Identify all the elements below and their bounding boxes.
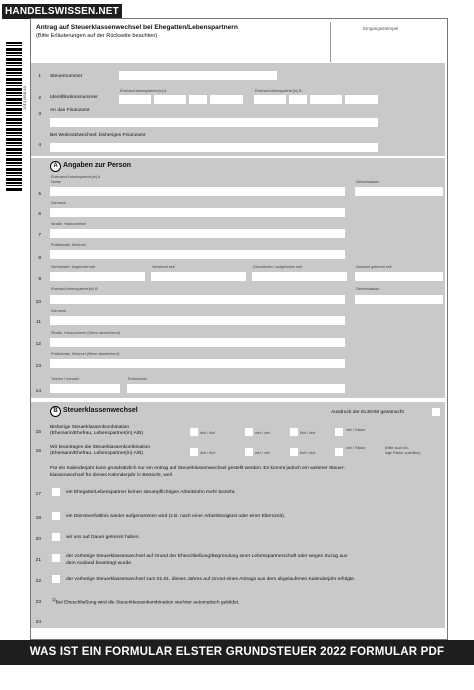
bisherige-label: Bisherige Steuerklassenkombination — [50, 425, 130, 430]
rufnummer-field[interactable] — [127, 384, 345, 393]
steuernummer-field[interactable] — [119, 71, 277, 80]
verheiratet-field[interactable] — [50, 272, 145, 281]
steuernummer-label: Steuernummer — [50, 74, 83, 79]
vorname-b-label: Vorname — [51, 309, 66, 313]
info-line-1: Für ein Kalenderjahr kann grundsätzlich nur ein Antrag auf Steuerklassenwechsel gestellt werden. Es kommt jedoch ein weiterer Steuer- — [50, 466, 345, 471]
ort-label: Postleitzahl, Wohnort — [51, 243, 86, 247]
name-b-field[interactable] — [50, 295, 345, 304]
gewuenschte-drei-fuenf-label: drei / fünf — [200, 451, 216, 455]
form-subtitle: (Bitte Erläuterungen auf der Rückseite beachten) — [36, 33, 158, 39]
bisherige-drei-fuenf-checkbox[interactable] — [190, 428, 198, 436]
id-b-field-2[interactable] — [289, 95, 307, 104]
bisherige-fuenf-drei-label: fünf / drei — [300, 431, 316, 435]
ausdruck-checkbox[interactable] — [432, 408, 440, 416]
line-number: 5 — [38, 192, 41, 197]
gewuenschte-vier-vier-label: vier / vier — [255, 451, 270, 455]
geburtsdatum-b-field[interactable] — [355, 295, 443, 304]
line-number: 3 — [38, 112, 41, 117]
reason-22-label: der vorherige Steuerklassenwechsel zum 01.01. dieses Jahres auf Grund eines Antrags aus dem abgelaufenen Kalenderjahr erfolgte. — [66, 577, 356, 582]
strasse-b-label: Straße, Hausnummer (Wenn abweichend) — [51, 331, 120, 335]
vorname-a-field[interactable] — [50, 208, 345, 217]
info-line-2: klassenwechsel für dieses Kalenderjahr in Betracht, weil — [50, 473, 172, 478]
line-number: 6 — [38, 212, 41, 217]
name-a-field[interactable] — [50, 187, 345, 196]
gewuenschte-drei-fuenf-checkbox[interactable] — [190, 448, 198, 456]
geschieden-field[interactable] — [252, 272, 347, 281]
gewuenschte-fuenf-drei-checkbox[interactable] — [290, 448, 298, 456]
geschieden-label: Geschieden / aufgehoben seit — [253, 265, 302, 269]
id-b-field-4[interactable] — [345, 95, 378, 104]
bisherige-vier-faktor-checkbox[interactable] — [335, 428, 343, 436]
person-b-label: Ehefrau/Lebenspartner(in) B — [51, 287, 98, 291]
id-a-label: Ehefrau/Lebenspartner(in) A — [120, 89, 167, 93]
gewuenschte-vier-vier-checkbox[interactable] — [245, 448, 253, 456]
reason-18-checkbox[interactable] — [52, 512, 60, 520]
line-number: 13 — [35, 364, 41, 369]
gewuenschte-vier-faktor-label: vier / Faktor — [346, 446, 366, 450]
bisherige-vier-vier-label: vier / vier — [255, 431, 270, 435]
id-label: Identifikationsnummer — [50, 95, 98, 100]
finanzamt-field[interactable] — [50, 118, 378, 127]
geburtsdatum-b-label: Geburtsdatum — [356, 287, 380, 291]
line-number: 11 — [36, 320, 41, 325]
footnote: $^{1)}$Bei Eheschließung wird die Steuerklassenkombination vier/vier automatisch gebildet. — [52, 597, 240, 606]
section-b-header — [50, 406, 138, 417]
line-number: 21 — [35, 558, 41, 563]
line-number: 8 — [38, 256, 41, 261]
bisherige-vier-vier-checkbox[interactable] — [245, 428, 253, 436]
dauernd-label: Dauernd getrennt seit — [356, 265, 392, 269]
ausdruck-label: Ausdruck der ELStAM gewünscht — [331, 410, 404, 415]
wohnsitz-field[interactable] — [50, 143, 378, 152]
ort-b-label: Postleitzahl, Wohnort (Wenn abweichend) — [51, 352, 120, 356]
line-number: 14 — [35, 389, 41, 394]
verwitwet-field[interactable] — [151, 272, 246, 281]
id-a-field-4[interactable] — [210, 95, 243, 104]
line-number: 4 — [38, 143, 41, 148]
form-side-code: 2013 BSB A3 — [22, 86, 27, 110]
wohnsitz-label: Bei Wohnsitzwechsel: bisheriges Finanzamt — [50, 133, 146, 138]
section-b-letter: B — [50, 406, 61, 417]
anlage-hint-2: lage Faktor ausfüllen) — [385, 451, 421, 455]
gewuenschte-vier-faktor-checkbox[interactable] — [335, 448, 343, 456]
line-number: 23 — [35, 600, 41, 605]
footnote-text: Bei Eheschließung wird die Steuerklassenkombination vier/vier automatisch gebildet. — [55, 600, 240, 606]
reason-18-label: ein Dienstverhältnis wieder aufgenommen wird (z.B. nach einer Arbeitslosigkeit oder einer Elternzeit). — [66, 514, 286, 519]
vorname-label: Vorname — [51, 201, 66, 205]
barcode — [6, 42, 22, 192]
dauernd-field[interactable] — [355, 272, 443, 281]
id-a-field-2[interactable] — [154, 95, 186, 104]
form-title: Antrag auf Steuerklassenwechsel bei Ehegatten/Lebenspartnern — [36, 24, 238, 31]
bisherige-sub-label: (Ehemann/Ehefrau, Lebenspartner(in) A/B) — [50, 431, 143, 436]
bisherige-fuenf-drei-checkbox[interactable] — [290, 428, 298, 436]
geburtsdatum-label: Geburtsdatum — [356, 180, 380, 184]
section-a-header — [50, 161, 131, 172]
telefon-label: Telefon / Vorwahl — [51, 377, 80, 381]
name-label: Name — [51, 180, 61, 184]
id-b-label: Ehefrau/Lebenspartner(in) B — [255, 89, 302, 93]
ort-b-field[interactable] — [50, 359, 345, 368]
line-number: 18 — [35, 516, 41, 521]
anlage-hint-1: (Bitte auch An- — [385, 446, 410, 450]
id-a-field-1[interactable] — [119, 95, 151, 104]
verheiratet-label: Verheiratet / begründet seit — [51, 265, 96, 269]
id-b-field-1[interactable] — [254, 95, 286, 104]
section-a-title: Angaben zur Person — [63, 162, 132, 169]
line-number: 12 — [35, 342, 41, 347]
reason-21-checkbox[interactable] — [52, 554, 60, 562]
caption-banner: WAS IST EIN FORMULAR ELSTER GRUNDSTEUER 2022 FORMULAR PDF DOWNLOAD — [0, 640, 474, 665]
reason-20-label: wir uns auf Dauer getrennt haben. — [66, 535, 140, 540]
stamp-box — [330, 22, 445, 62]
section-a-letter: A — [50, 161, 61, 172]
line-number: 1 — [38, 74, 41, 79]
reason-16-label: ein Ehegatte/Lebenspartner keinen steuerpflichtigen Arbeitslohn mehr bezieht. — [66, 490, 236, 495]
line-number: 9 — [38, 277, 41, 282]
geburtsdatum-a-field[interactable] — [355, 187, 443, 196]
finanzamt-label: An das Finanzamt — [50, 108, 90, 113]
strasse-b-field[interactable] — [50, 338, 345, 347]
line-number: 20 — [35, 537, 41, 542]
vorname-b-field[interactable] — [50, 316, 345, 325]
strasse-label: Straße, Hausnummer — [51, 222, 87, 226]
bisherige-drei-fuenf-label: drei / fünf — [200, 431, 216, 435]
bisherige-vier-faktor-label: vier / Faktor — [346, 428, 366, 432]
line-number: 7 — [38, 233, 41, 238]
line-number: 17 — [35, 492, 41, 497]
vorwahl-field[interactable] — [50, 384, 120, 393]
reason-21-label-1: der vorherige Steuerklassenwechsel auf Grund der Eheschließung/Begründung einer Lebenspartnerschaft oder wegen Zuzug aus — [66, 554, 348, 559]
reason-22-checkbox[interactable] — [52, 575, 60, 583]
reason-21-label-2: dem Ausland beantragt wurde. — [66, 561, 133, 566]
line-number: 22 — [35, 579, 41, 584]
ort-a-field[interactable] — [50, 250, 345, 259]
id-a-field-3[interactable] — [189, 95, 207, 104]
reason-20-checkbox[interactable] — [52, 533, 60, 541]
site-brand-label[interactable]: HANDELSWISSEN.NET — [2, 4, 122, 19]
person-a-label: Ehemann/Lebenspartner(in) A — [51, 175, 101, 179]
gewuenschte-fuenf-drei-label: fünf / drei — [300, 451, 316, 455]
verwitwet-label: Verwitwet seit — [152, 265, 175, 269]
strasse-a-field[interactable] — [50, 229, 345, 238]
stamp-label: Eingangsstempel — [363, 26, 399, 31]
line-number: 15 — [35, 430, 41, 435]
id-b-field-3[interactable] — [310, 95, 342, 104]
rufnummer-label: Rufnummer — [128, 377, 148, 381]
line-number: 24 — [35, 620, 41, 625]
line-number: 10 — [35, 300, 41, 305]
gewuenschte-label: Wir beantragen die Steuerklassenkombination — [50, 445, 151, 450]
line-number: 16 — [35, 449, 41, 454]
gewuenschte-sub-label: (Ehemann/Ehefrau, Lebenspartner(in) A/B) — [50, 451, 143, 456]
line-number: 2 — [38, 96, 41, 101]
reason-16-checkbox[interactable] — [52, 488, 60, 496]
section-b-title: Steuerklassenwechsel — [63, 407, 138, 414]
